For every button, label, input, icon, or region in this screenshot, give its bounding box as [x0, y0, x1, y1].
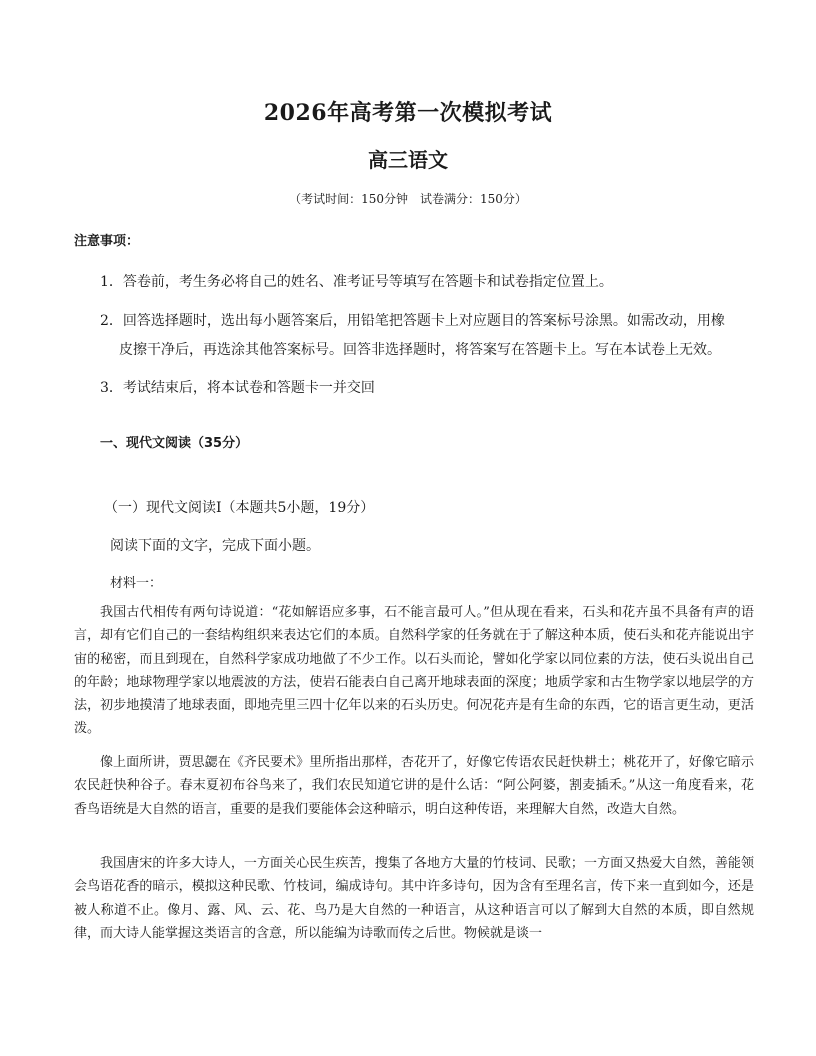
part-title: （一）现代文阅读Ⅰ（本题共5小题，19分）	[104, 500, 375, 516]
exam-title: 2026年高考第一次模拟考试	[263, 100, 553, 126]
notice-item-3	[100, 374, 750, 403]
paragraph-text: 我国唐宋的许多大诗人，一方面关心民生疾苦，搜集了各地方大量的竹枝词、民歌；一方面又热爱大自然，善能领会鸟语花香的暗示，模拟这种民歌、竹枝词，编成诗句。其中许多诗句，因为含有至理名言，传下来一直到如今，还是被人称道不止。像月、露、风、云、花、鸟乃是大自然的一种语言，从这种语言可以了解到大自然的本质，即自然规律，而大诗人能掌握这类语言的含意，所以能编为诗歌而传之后世。物候就是谈一	[74, 856, 754, 941]
passage-paragraph-1	[74, 601, 754, 741]
passage-paragraph-3	[74, 852, 754, 945]
material-label: 材料一：	[110, 576, 163, 591]
exam-subject: 高三语文	[368, 148, 448, 172]
notice-item-1	[100, 268, 750, 297]
notice-heading: 注意事项：	[74, 234, 140, 249]
passage-paragraph-2	[74, 751, 754, 821]
notice-item-2-line2: 皮擦干净后，再选涂其他答案标号。回答非选择题时，将答案写在答题卡上。写在本试卷上无效。	[119, 342, 721, 358]
notice-item-2-line1: 2．回答选择题时，选出每小题答案后，用铅笔把答题卡上对应题目的答案标号涂黑。如需改动，用橡	[100, 313, 725, 329]
paragraph-text: 像上面所讲，贾思勰在《齐民要术》里所指出那样，杏花开了，好像它传语农民赶快耕土；桃花开了，好像它暗示农民赶快种谷子。春末夏初布谷鸟来了，我们农民知道它讲的是什么话：“阿公阿婆，割麦插禾。”从这一角度看来，花香鸟语统是大自然的语言，重要的是我们要能体会这种暗示，明白这种传语，来理解大自然，改造大自然。	[74, 755, 754, 817]
notice-item-3-text: 3．考试结束后，将本试卷和答题卡一并交回	[100, 380, 375, 396]
section-title: 一、现代文阅读（35分）	[100, 436, 249, 451]
reading-instruction: 阅读下面的文字，完成下面小题。	[110, 538, 320, 554]
exam-info: （考试时间：150分钟 试卷满分：150分）	[289, 192, 527, 206]
notice-item-1-text: 1．答卷前，考生务必将自己的姓名、准考证号等填写在答题卡和试卷指定位置上。	[100, 274, 613, 290]
notice-item-2	[100, 307, 750, 365]
paragraph-text: 我国古代相传有两句诗说道：“花如解语应多事，石不能言最可人。”但从现在看来，石头和花卉虽不具备有声的语言，却有它们自己的一套结构组织来表达它们的本质。自然科学家的任务就在于了解这种本质，使石头和花卉能说出宇宙的秘密，而且到现在，自然科学家成功地做了不少工作。以石头而论，譬如化学家以同位素的方法，使石头说出自己的年龄；地球物理学家以地震波的方法，使岩石能表白自己离开地球表面的深度；地质学家和古生物学家以地层学的方法，初步地摸清了地球表面，即地壳里三四十亿年以来的石头历史。何况花卉是有生命的东西，它的语言更生动，更活泼。	[74, 605, 754, 737]
